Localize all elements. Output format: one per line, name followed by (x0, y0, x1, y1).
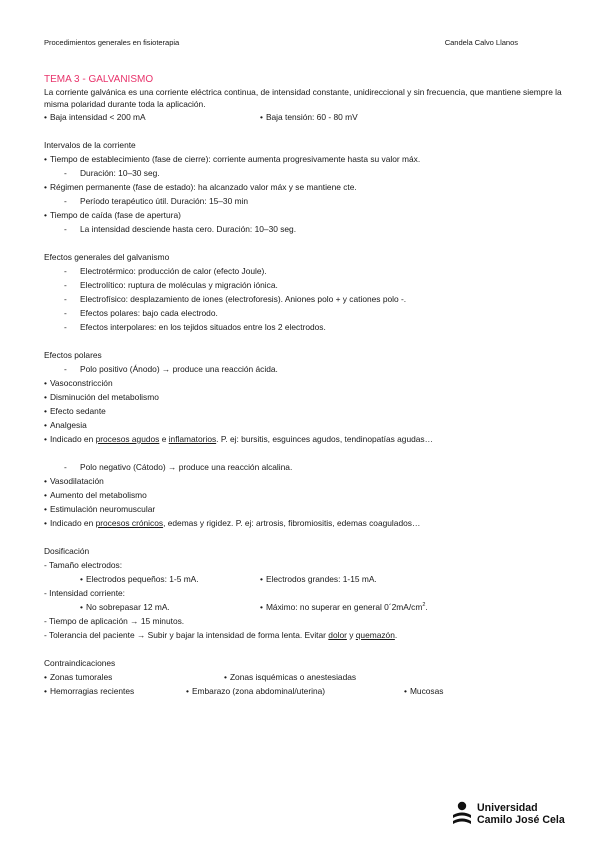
contraindication-item: • Zonas isquémicas o anestesiadas (224, 670, 356, 684)
logo-line-2: Camilo José Cela (477, 814, 565, 826)
contraindications-row (44, 684, 564, 698)
interval-item: • Tiempo de establecimiento (fase de cierre): corriente aumenta progresivamente hasta su valor máx. (44, 152, 564, 166)
general-effects-heading: Efectos generales del galvanismo (44, 252, 170, 262)
interval-subitem: - La intensidad desciende hasta cero. Duración: 10–30 seg. (64, 224, 297, 234)
negative-indication: • Indicado en procesos crónicos, edemas y rigidez. P. ej: artrosis, fibromiositis, edemas coagulados… (44, 516, 564, 530)
contraindication-item: • Mucosas (404, 684, 443, 698)
positive-effect-item: • Vasoconstricción (44, 376, 564, 390)
university-emblem-icon (452, 800, 472, 828)
interval-subitem: - Período terapéutico útil. Duración: 15–30 min (64, 196, 249, 206)
general-effect-item: - Efectos interpolares: en los tejidos situados entre los 2 electrodos. (64, 322, 326, 332)
header-author: Candela Calvo Llanos (444, 38, 518, 47)
contraindication-item: • Hemorragias recientes (44, 684, 134, 698)
dosage-electrode-values (44, 572, 564, 586)
section-title: TEMA 3 - GALVANISMO (44, 74, 154, 85)
dosage-electrode-size: - Tamaño electrodos: (44, 560, 123, 570)
dosage-intensity: - Intensidad corriente: (44, 588, 126, 598)
university-logo (452, 800, 565, 830)
contraindications-heading: Contraindicaciones (44, 658, 116, 668)
dosage-large-electrodes: • Electrodos grandes: 1-15 mA. (260, 572, 377, 586)
general-effect-item: - Electrotérmico: producción de calor (efecto Joule). (64, 266, 267, 276)
positive-effect-item: • Efecto sedante (44, 404, 564, 418)
contraindications-row (44, 670, 564, 684)
logo-line-1: Universidad (477, 802, 538, 814)
dosage-max-density: • Máximo: no superar en general $0´2mA/cm^2$. (260, 600, 428, 614)
interval-item: • Régimen permanente (fase de estado): ha alcanzado valor máx y se mantiene cte. (44, 180, 564, 194)
contraindication-item: • Embarazo (zona abdominal/uterina) (186, 684, 325, 698)
contraindication-item: • Zonas tumorales (44, 670, 112, 684)
dosage-intensity-values (44, 600, 564, 614)
header-course: Procedimientos generales en fisioterapia (44, 38, 180, 47)
dosage-max-12ma: • No sobrepasar 12 mA. (80, 600, 170, 614)
positive-effect-item: • Disminución del metabolismo (44, 390, 564, 404)
dosage-heading: Dosificación (44, 546, 90, 556)
negative-effect-item: • Estimulación neuromuscular (44, 502, 564, 516)
interval-subitem: - Duración: 10–30 seg. (64, 168, 160, 178)
general-effect-item: - Electrofísico: desplazamiento de iones (electroforesis). Aniones polo + y cationes polo -. (64, 294, 407, 304)
interval-item: • Tiempo de caída (fase de apertura) (44, 208, 564, 222)
negative-effect-item: • Vasodilatación (44, 474, 564, 488)
dosage-small-electrodes: • Electrodos pequeños: 1-5 mA. (80, 572, 199, 586)
positive-indication: • Indicado en procesos agudos e inflamatorios. P. ej: bursitis, esguinces agudos, tendinopatías agudas… (44, 432, 564, 446)
positive-effect-item: • Analgesia (44, 418, 564, 432)
dosage-tolerance: - Tolerancia del paciente → Subir y bajar la intensidad de forma lenta. Evitar dolor y quemazón. (44, 630, 398, 640)
document-body (44, 73, 564, 698)
bullet-intensity: • Baja intensidad < 200 mA (44, 110, 146, 124)
intro-bullets (44, 110, 564, 124)
intervals-heading: Intervalos de la corriente (44, 140, 136, 150)
negative-effect-item: • Aumento del metabolismo (44, 488, 564, 502)
polar-effects-heading: Efectos polares (44, 350, 102, 360)
general-effect-item: - Electrolítico: ruptura de moléculas y migración iónica. (64, 280, 278, 290)
intro-paragraph: La corriente galvánica es una corriente eléctrica continua, de intensidad constante, unidireccional y sin frecuencia, que mantiene siempre la misma polaridad durante toda la aplicación. (44, 87, 562, 109)
general-effect-item: - Efectos polares: bajo cada electrodo. (64, 308, 218, 318)
bullet-voltage: • Baja tensión: 60 - 80 mV (260, 110, 358, 124)
dosage-time: - Tiempo de aplicación → 15 minutos. (44, 616, 185, 626)
positive-pole-line: - Polo positivo (Ánodo) → produce una reacción ácida. (64, 364, 278, 374)
negative-pole-line: - Polo negativo (Cátodo) → produce una reacción alcalina. (64, 462, 293, 472)
